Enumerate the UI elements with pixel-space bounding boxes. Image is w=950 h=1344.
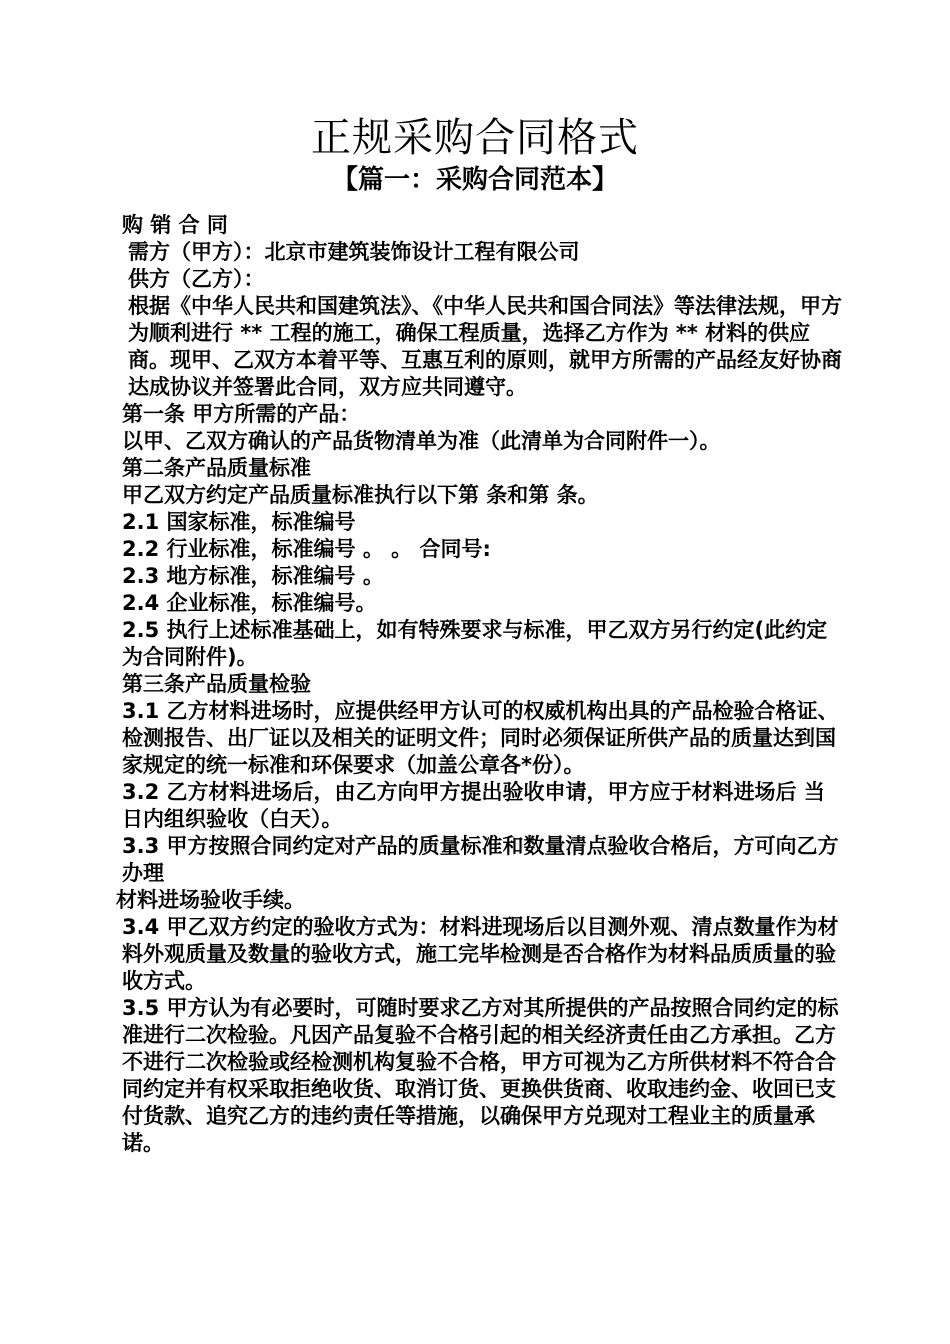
supplier-line: 供方（乙方）： xyxy=(128,267,265,291)
clause-3-3-continued: 材料进场验收手续。 xyxy=(116,888,305,912)
article-1-text: 以甲、乙双方确认的产品货物清单为准（此清单为合同附件一）。 xyxy=(122,429,721,453)
contract-heading: 购 销 合 同 xyxy=(122,213,228,237)
document-title: 正规采购合同格式 xyxy=(311,115,639,161)
clause-2-2: 2.2 行业标准，标准编号 。 。 合同号: xyxy=(122,537,491,561)
buyer-line: 需方（甲方）：北京市建筑装饰设计工程有限公司 xyxy=(128,240,580,264)
clause-3-5: 3.5 甲方认为有必要时，可随时要求乙方对其所提供的产品按照合同约定的标准进行二次检验。凡因产品复验不合格引起的相关经济责任由乙方承担。乙方不进行二次检验或经检测机构复验不合格，甲方可视为乙方所供材料不符合合同约定并有权采取拒绝收货、取消订货、更换供货商、收取违约金、收回已支付货款、追究乙方的违约责任等措施，以确保甲方兑现对工程业主的质量承诺。 xyxy=(122,996,839,1155)
clause-3-2: 3.2 乙方材料进场后，由乙方向甲方提出验收申请，甲方应于材料进场后 当 日内组织验收（白天）。 xyxy=(122,780,825,831)
article-1-heading: 第一条 甲方所需的产品： xyxy=(122,402,361,426)
document-body xyxy=(116,212,842,1157)
clause-2-1: 2.1 国家标准，标准编号 xyxy=(122,510,356,534)
article-3-heading: 第三条产品质量检验 xyxy=(122,672,311,696)
clause-2-4: 2.4 企业标准，标准编号。 xyxy=(122,591,377,615)
article-2-text: 甲乙双方约定产品质量标准执行以下第 条和第 条。 xyxy=(122,483,599,507)
clause-2-3: 2.3 地方标准，标准编号 。 xyxy=(122,564,384,588)
clause-2-5: 2.5 执行上述标准基础上，如有特殊要求与标准，甲乙双方另行约定(此约定为合同附件)。 xyxy=(122,618,828,669)
document-subtitle: 【篇一：采购合同范本】 xyxy=(331,165,618,195)
preamble-paragraph: 根据《中华人民共和国建筑法》、《中华人民共和国合同法》等法律法规，甲方为顺利进行 ** 工程的施工，确保工程质量，选择乙方作为 ** 材料的供应商。现甲、乙双方本着平等、互惠互利的原则，就甲方所需的产品经友好协商达成协议并签署此合同，双方应共同遵守。 xyxy=(128,294,842,399)
clause-3-4: 3.4 甲乙双方约定的验收方式为：材料进现场后以目测外观、清点数量作为材料外观质量及数量的验收方式，施工完毕检测是否合格作为材料品质质量的验收方式。 xyxy=(122,915,839,993)
clause-3-1: 3.1 乙方材料进场时，应提供经甲方认可的权威机构出具的产品检验合格证、检测报告、出厂证以及相关的证明文件；同时必须保证所供产品的质量达到国家规定的统一标准和环保要求（加盖公章各*份）。 xyxy=(122,699,839,777)
clause-3-3: 3.3 甲方按照合同约定对产品的质量标准和数量清点验收合格后，方可向乙方办理 xyxy=(122,834,839,885)
article-2-heading: 第二条产品质量标准 xyxy=(122,456,311,480)
